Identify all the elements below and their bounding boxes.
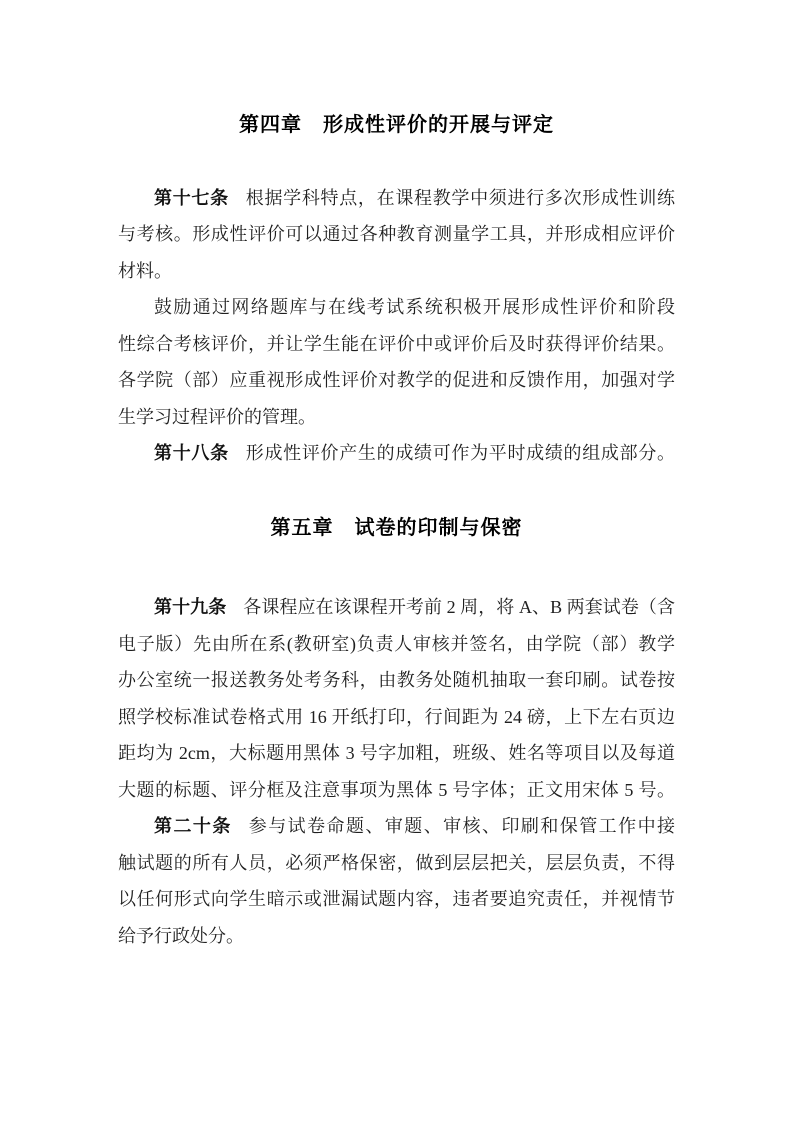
text-run: 各课程应在该课程开考前 2 周，将 A、B 两套试卷（含 xyxy=(243,597,675,617)
article-18-label: 第十八条 xyxy=(154,443,229,463)
text-line: 生学习过程评价的管理。 xyxy=(118,406,316,427)
text-line xyxy=(118,808,675,845)
text-line: 材料。 xyxy=(118,260,172,281)
article-19-paragraph xyxy=(118,589,675,808)
text-line: 与考核。形成性评价可以通过各种教育测量学工具，并形成相应评价 xyxy=(118,224,675,244)
text-run: 参与试卷命题、审题、审核、印刷和保管工作中接 xyxy=(248,816,675,836)
text-line: 距均为 2cm，大标题用黑体 3 号字加粗，班级、姓名等项目以及每道 xyxy=(118,743,675,763)
text-line: 以任何形式向学生暗示或泄漏试题内容，违者要追究责任，并视情节 xyxy=(118,889,675,909)
article-19-label: 第十九条 xyxy=(154,597,227,617)
article-17-label: 第十七条 xyxy=(154,187,229,208)
text-line: 大题的标题、评分框及注意事项为黑体 5 号字体；正文用宋体 5 号。 xyxy=(118,779,675,800)
text-line: 电子版）先由所在系(教研室)负责人审核并签名，由学院（部）教学 xyxy=(118,633,675,654)
text-line: 鼓励通过网络题库与在线考试系统积极开展形成性评价和阶段 xyxy=(154,297,675,317)
article-20-label: 第二十条 xyxy=(154,816,232,836)
text-line xyxy=(118,435,675,472)
text-line: 触试题的所有人员，必须严格保密，做到层层把关，层层负责，不得 xyxy=(118,852,675,873)
text-line xyxy=(118,589,675,626)
formative-evaluation-encouragement-paragraph xyxy=(118,289,675,435)
text-line: 照学校标准试卷格式用 16 开纸打印，行间距为 24 磅，上下左右页边 xyxy=(118,706,675,727)
text-run: 根据学科特点，在课程教学中须进行多次形成性训练 xyxy=(245,187,675,208)
text-run: 形成性评价产生的成绩可作为平时成绩的组成部分。 xyxy=(245,443,675,463)
text-line xyxy=(118,180,675,217)
chapter-4-heading: 第四章 形成性评价的开展与评定 xyxy=(239,114,554,136)
text-line: 给予行政处分。 xyxy=(118,925,244,946)
article-20-paragraph xyxy=(118,808,675,954)
chapter-5-heading: 第五章 试卷的印制与保密 xyxy=(270,516,523,539)
text-line: 性综合考核评价，并让学生能在评价中或评价后及时获得评价结果。 xyxy=(118,333,675,354)
text-line: 办公室统一报送教务处考务科，由教务处随机抽取一套印刷。试卷按 xyxy=(118,670,675,690)
article-17-paragraph xyxy=(118,180,675,290)
article-18-paragraph xyxy=(118,435,675,472)
text-line: 各学院（部）应重视形成性评价对教学的促进和反馈作用，加强对学 xyxy=(118,370,675,390)
